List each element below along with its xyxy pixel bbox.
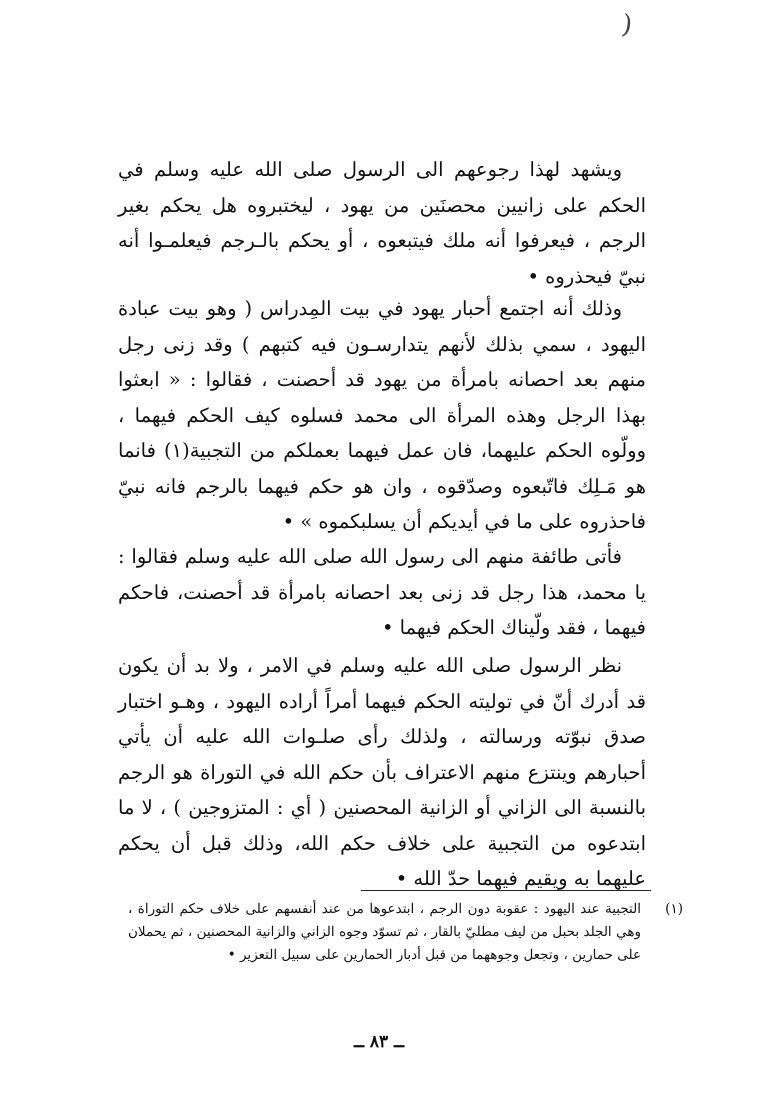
- paragraph-1: [118, 152, 646, 294]
- paragraph-1-text: ويشهد لهذا رجوعهم الى الرسول صلى الله عليه وسلم في الحكم على زانيين محصنَين من يهود ، ليختبروه هل يحكم بغير الرجم ، فيعرفوا أنه ملك فيتبعوه ، أو يحكم بالـرجم فيعلمـوا أنه نبيّ فيحذروه •: [118, 158, 646, 288]
- paragraph-3-text: فأتى طائفة منهم الى رسول الله صلى الله عليه وسلم فقالوا : يا محمد، هذا رجل قد زنى بعد احصانه بامرأة قد أحصنت، فاحكم فيهما ، فقد ولّيناك الحكم فيهما •: [118, 545, 646, 639]
- footnote-divider: [361, 890, 651, 891]
- paragraph-3: [118, 539, 646, 646]
- page-number: ــ ٨٣ ــ: [353, 1032, 405, 1052]
- paragraph-4-text: نظر الرسول صلى الله عليه وسلم في الامر ، ولا بد أن يكون قد أدرك أنّ في توليته الحكم فيهما أمراً أراده اليهود ، وهـو اختبار صدق نبوّته ورسالته ، ولذلك رأى صلـوات الله عليه أن يأتي أحبارهم وينتزع منهم الاعتراف بأن حكم الله في التوراة هو الرجم بالنسبة الى الزاني أو الزانية المحصنين ( أي : المتزوجين ) ، لا ما ابتدعوه من التجبية على خلاف حكم الله، وذلك قبل أن يحكم عليهما به ويقيم فيهما حدّ الله •: [118, 654, 646, 890]
- footnote-number: (١): [665, 901, 683, 917]
- paragraph-4: [118, 648, 646, 897]
- footnote: [128, 898, 683, 967]
- paragraph-2-text: وذلك أنه اجتمع أحبار يهود في بيت المِدراس ( وهو بيت عبادة اليهود ، سمي بذلك لأنهم يتدارسـون فيه كتبهم ) وقد زنى رجل منهم بعد احصانه بامرأة من يهود قد أحصنت ، فقالوا : « ابعثوا بهذا الرجل وهذه المرأة الى محمد فسلوه كيف الحكم فيهما ، وولّوه الحكم عليهما، فان عمل فيهما بعملكم من التجبية(١) فانما هو مَـلِك فاتّبعوه وصدّقوه ، وان هو حكم فيهما بالرجم فانه نبيّ فاحذروه على ما في أيديكم أن يسلبكموه » •: [118, 297, 646, 533]
- paragraph-2: [118, 291, 646, 540]
- corner-mark: ): [619, 9, 635, 41]
- footnote-text: التجبية عند اليهود : عقوبة دون الرجم ، ابتدعوها من عند أنفسهم على خلاف حكم التوراة ، وهي الجلد بحبل من ليف مطليّ بالقار ، ثم تسوّد وجوه الزاني والزانية المحصنين ، ثم يحملان على حمارين ، وتجعل وجوههما من قبل أدبار الحمارين على سبيل التعزير •: [128, 901, 641, 963]
